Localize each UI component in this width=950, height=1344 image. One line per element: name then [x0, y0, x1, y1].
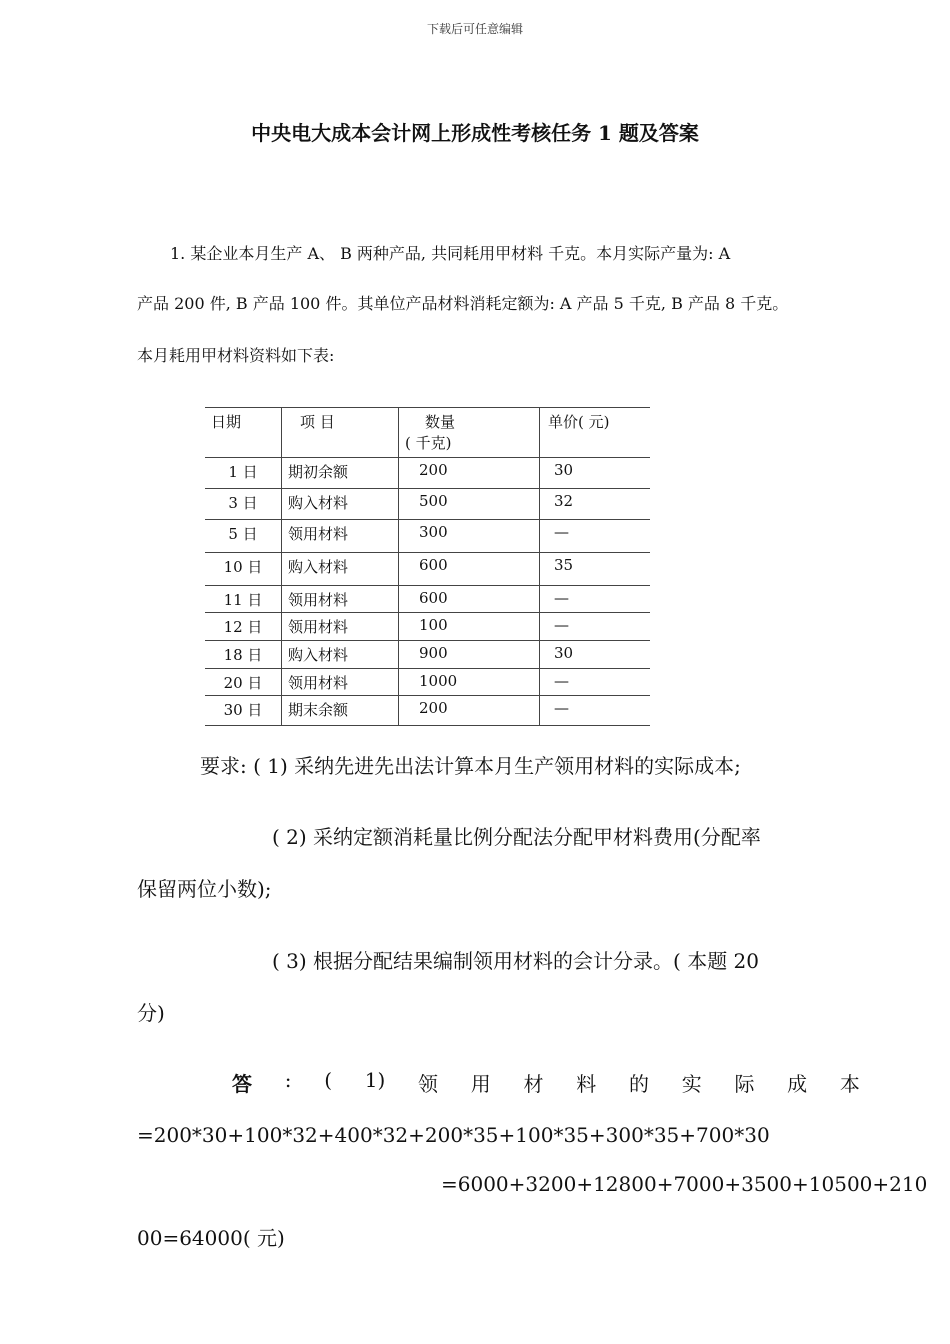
requirement-2-line-1: ( 2) 采纳定额消耗量比例分配法分配甲材料费用(分配率: [272, 825, 761, 849]
cell-quantity: 900: [399, 641, 540, 669]
answer-line-1: [232, 1068, 860, 1097]
cell-quantity: 300: [399, 520, 540, 553]
requirement-3-line-1: ( 3) 根据分配结果编制领用材料的会计分录。( 本题 20: [272, 949, 760, 973]
cell-price: —: [540, 520, 651, 553]
answer-token: 的: [628, 1072, 649, 1096]
cell-item: 领用材料: [282, 586, 399, 613]
cell-quantity: 200: [399, 458, 540, 489]
cell-price: 32: [540, 489, 651, 520]
cell-item: 购入材料: [282, 641, 399, 669]
answer-token: (: [324, 1068, 333, 1092]
answer-line-3: =6000+3200+12800+7000+3500+10500+210: [441, 1172, 928, 1196]
cell-item: 期初余额: [282, 458, 399, 489]
answer-token: 材: [523, 1072, 544, 1096]
requirement-1: 要求: ( 1) 采纳先进先出法计算本月生产领用材料的实际成本;: [200, 754, 741, 778]
answer-token: 成: [787, 1072, 808, 1096]
page-header: 下载后可任意编辑: [426, 22, 523, 36]
cell-quantity: 500: [399, 489, 540, 520]
table-row: [205, 553, 650, 586]
cell-date: 30 日: [205, 696, 282, 726]
table-row: [205, 669, 650, 696]
requirement-2-line-2: 保留两位小数);: [137, 877, 272, 901]
question-line-2: 产品 200 件, B 产品 100 件。其单位产品材料消耗定额为: A 产品 5 千克, B 产品 8 千克。: [137, 294, 789, 313]
cell-item: 领用材料: [282, 613, 399, 641]
cell-item: 期末余额: [282, 696, 399, 726]
cell-date: 18 日: [205, 641, 282, 669]
cell-item: 领用材料: [282, 669, 399, 696]
cell-item: 购入材料: [282, 553, 399, 586]
table-row: [205, 458, 650, 489]
question-line-1: 1. 某企业本月生产 A、 B 两种产品, 共同耗用甲材料 千克。本月实际产量为: A: [170, 244, 731, 263]
table-header-row: [205, 408, 650, 458]
cell-quantity: 600: [399, 553, 540, 586]
cell-date: 12 日: [205, 613, 282, 641]
material-table: [205, 407, 650, 726]
header-quantity-unit: ( 千克): [405, 434, 452, 452]
cell-price: —: [540, 669, 651, 696]
cell-price: 30: [540, 641, 651, 669]
answer-token: 用: [470, 1072, 491, 1096]
cell-price: —: [540, 696, 651, 726]
cell-quantity: 200: [399, 696, 540, 726]
cell-item: 购入材料: [282, 489, 399, 520]
answer-token: 际: [734, 1072, 755, 1096]
table-row: [205, 613, 650, 641]
cell-quantity: 600: [399, 586, 540, 613]
cell-date: 10 日: [205, 553, 282, 586]
table-row: [205, 696, 650, 726]
answer-token: 领: [418, 1072, 439, 1096]
header-date: 日期: [205, 408, 282, 458]
answer-token: :: [284, 1068, 292, 1092]
cell-price: —: [540, 613, 651, 641]
answer-line-4: 00=64000( 元): [137, 1226, 285, 1250]
answer-token: 1): [364, 1068, 386, 1092]
document-title: 中央电大成本会计网上形成性考核任务 1 题及答案: [251, 121, 699, 145]
table-row: [205, 520, 650, 553]
cell-date: 11 日: [205, 586, 282, 613]
question-line-3: 本月耗用甲材料资料如下表:: [137, 346, 335, 365]
cell-price: 30: [540, 458, 651, 489]
cell-date: 3 日: [205, 489, 282, 520]
cell-date: 5 日: [205, 520, 282, 553]
cell-price: 35: [540, 553, 651, 586]
header-quantity-label: 数量: [425, 413, 456, 431]
requirement-3-line-2: 分): [137, 1001, 165, 1025]
cell-date: 20 日: [205, 669, 282, 696]
header-quantity: [399, 408, 540, 458]
cell-date: 1 日: [205, 458, 282, 489]
answer-token: 本: [839, 1072, 860, 1096]
cell-item: 领用材料: [282, 520, 399, 553]
header-price: 单价( 元): [540, 408, 651, 458]
header-item: 项 目: [282, 408, 399, 458]
answer-token: 实: [681, 1072, 702, 1096]
table-row: [205, 489, 650, 520]
cell-quantity: 1000: [399, 669, 540, 696]
answer-label: 答: [232, 1072, 252, 1096]
cell-quantity: 100: [399, 613, 540, 641]
table-row: [205, 641, 650, 669]
table-row: [205, 586, 650, 613]
answer-line-2: =200*30+100*32+400*32+200*35+100*35+300*35+700*30: [137, 1123, 770, 1147]
answer-token: 料: [576, 1072, 597, 1096]
cell-price: —: [540, 586, 651, 613]
